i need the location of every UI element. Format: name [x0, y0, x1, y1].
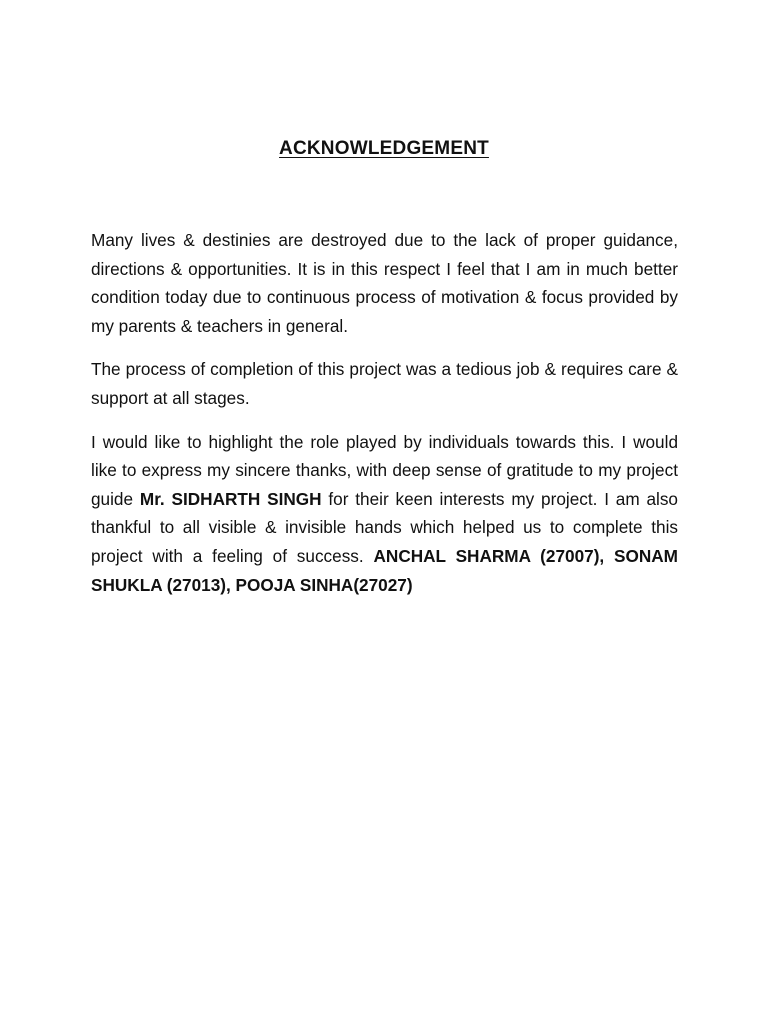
acknowledgement-body — [91, 226, 678, 599]
page-title: ACKNOWLEDGEMENT — [279, 138, 489, 159]
paragraph-thanks — [91, 428, 678, 600]
paragraph-guidance: Many lives & destinies are destroyed due to the lack of proper guidance, directions & opportunities. It is in this respect I feel that I am in much better condition today due to continuous process of motivation & focus provided by my parents & teachers in general. — [91, 230, 678, 336]
thanks-text-start: I would like to highlight the role played by individuals towards this. I would like to express my sincere thanks, with deep sense of gratitude to my project guide — [91, 431, 678, 509]
project-guide-name: Mr. SIDHARTH SINGH — [139, 488, 322, 509]
paragraph-process: The process of completion of this project was a tedious job & requires care & support at all stages. — [91, 359, 678, 408]
author-names: ANCHAL SHARMA (27007), SONAM SHUKLA (27013), POOJA SINHA(27027) — [91, 545, 678, 595]
thanks-text-end: for their keen interests my project. I am also thankful to all visible & invisible hands which helped us to complete this project with a feeling of success. — [91, 488, 678, 566]
